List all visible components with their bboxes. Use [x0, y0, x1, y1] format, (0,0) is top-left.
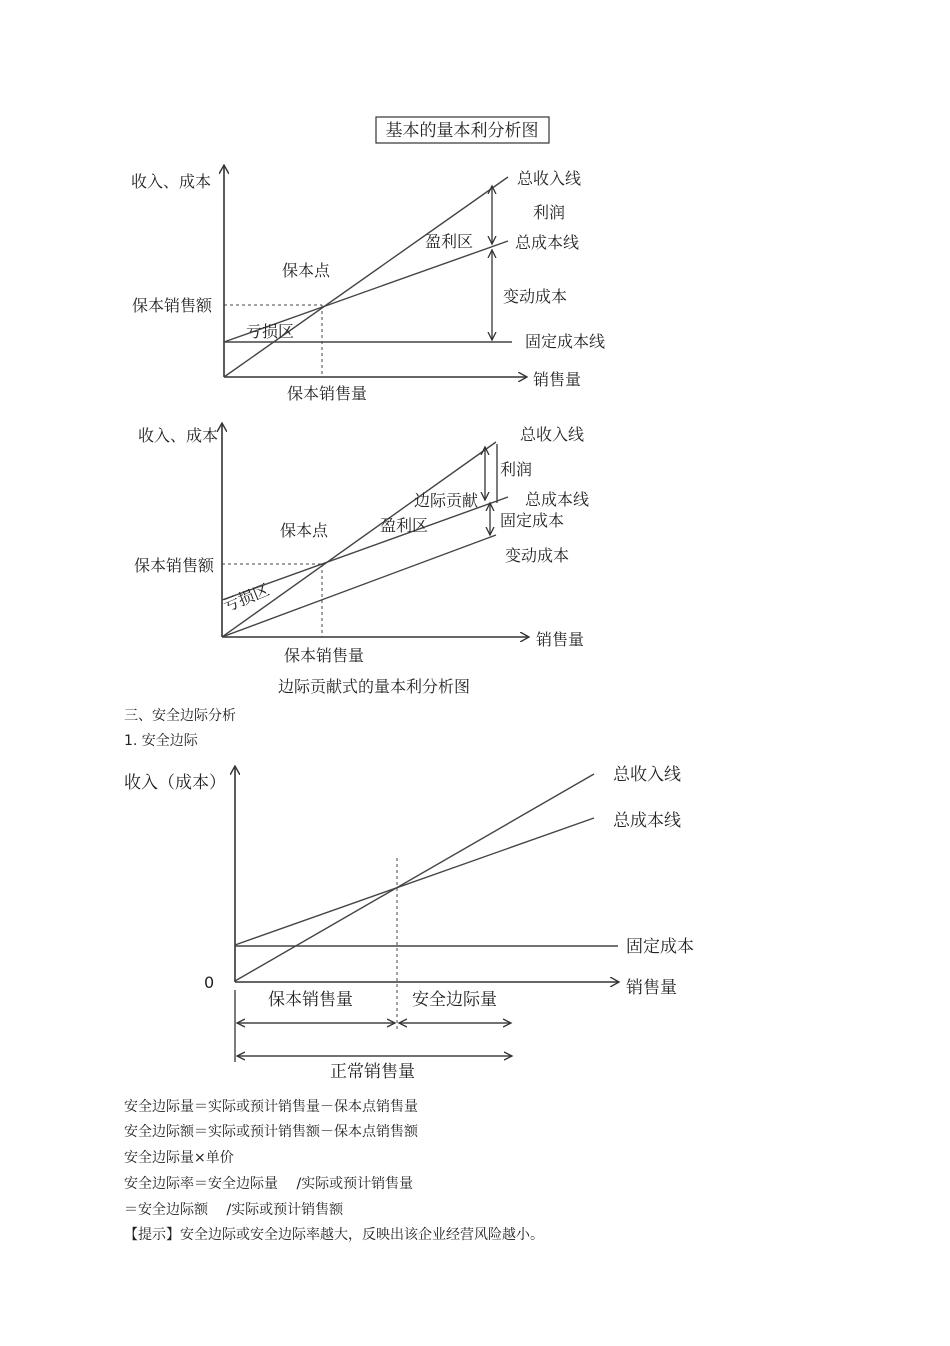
figure3-total-cost-line — [235, 818, 594, 945]
figure1-variable-cost-label: 变动成本 — [503, 287, 568, 306]
tip-line: 【提示】安全边际或安全边际率越大，反映出该企业经营风险越小。 — [124, 1227, 544, 1243]
figure3-x-axis-label: 销售量 — [626, 978, 677, 998]
formula-line: 安全边际率＝安全边际量 /实际或预计销售量 — [124, 1176, 414, 1192]
figure2-breakeven-point-label: 保本点 — [280, 521, 329, 540]
figure1-x-axis-label: 销售量 — [533, 370, 582, 389]
figure2-total-revenue-line — [222, 442, 496, 637]
figure-contribution-margin-cvp-chart — [134, 424, 589, 696]
figure1-profit-zone-label: 盈利区 — [425, 232, 474, 251]
figure1-total-cost-label: 总成本线 — [515, 233, 580, 252]
figure-basic-cvp-chart — [131, 117, 605, 403]
figure3-breakeven-volume-label: 保本销售量 — [268, 990, 353, 1010]
figure2-profit-label: 利润 — [500, 460, 533, 479]
formula-line: 安全边际量＝实际或预计销售量－保本点销售量 — [124, 1099, 418, 1115]
figure1-breakeven-volume-label: 保本销售量 — [287, 384, 368, 403]
figure2-total-cost-label: 总成本线 — [525, 490, 590, 509]
section-heading: 三、安全边际分析 — [124, 708, 236, 724]
figure3-fixed-cost-label: 固定成本 — [626, 937, 694, 957]
figure2-contribution-margin-label: 边际贡献 — [414, 491, 479, 510]
subsection-heading: 1. 安全边际 — [124, 733, 198, 749]
figure2-total-revenue-label: 总收入线 — [520, 425, 585, 444]
figure1-breakeven-point-label: 保本点 — [282, 261, 331, 280]
figure3-safety-margin-label: 安全边际量 — [412, 990, 497, 1010]
figure3-total-revenue-line — [235, 774, 594, 981]
figure3-total-revenue-label: 总收入线 — [613, 765, 681, 785]
figure2-breakeven-volume-label: 保本销售量 — [284, 646, 365, 665]
figure1-profit-label: 利润 — [533, 203, 566, 222]
figure2-x-axis-label: 销售量 — [536, 630, 585, 649]
figure1-fixed-cost-label: 固定成本线 — [525, 332, 606, 351]
formula-line: 安全边际额＝实际或预计销售额－保本点销售额 — [124, 1124, 418, 1140]
figure2-fixed-cost-label: 固定成本 — [500, 511, 565, 530]
figure1-loss-zone-label: 亏损区 — [246, 322, 295, 341]
figure2-breakeven-amount-label: 保本销售额 — [134, 556, 215, 575]
figure1-total-revenue-label: 总收入线 — [517, 169, 582, 188]
figure2-profit-zone-label: 盈利区 — [380, 516, 429, 535]
figure3-y-axis-label: 收入（成本） — [124, 773, 226, 793]
figure1-breakeven-amount-label: 保本销售额 — [132, 296, 213, 315]
figure1-y-axis-label: 收入、成本 — [131, 172, 212, 191]
figure2-variable-cost-label: 变动成本 — [505, 546, 570, 565]
figure1-title: 基本的量本利分析图 — [385, 121, 539, 141]
figure3-normal-sales-label: 正常销售量 — [330, 1062, 415, 1082]
formula-line: 安全边际量×单价 — [124, 1150, 234, 1166]
figure2-loss-zone-label: 亏损区 — [220, 580, 273, 616]
figure2-caption: 边际贡献式的量本利分析图 — [278, 677, 471, 696]
figure3-total-cost-label: 总成本线 — [613, 811, 681, 831]
figure-safety-margin-chart — [124, 765, 694, 1082]
figure1-total-revenue-line — [224, 177, 508, 377]
formula-line: ＝安全边际额 /实际或预计销售额 — [124, 1202, 344, 1218]
figure2-y-axis-label: 收入、成本 — [138, 426, 219, 445]
figure3-origin-label: 0 — [204, 973, 215, 992]
